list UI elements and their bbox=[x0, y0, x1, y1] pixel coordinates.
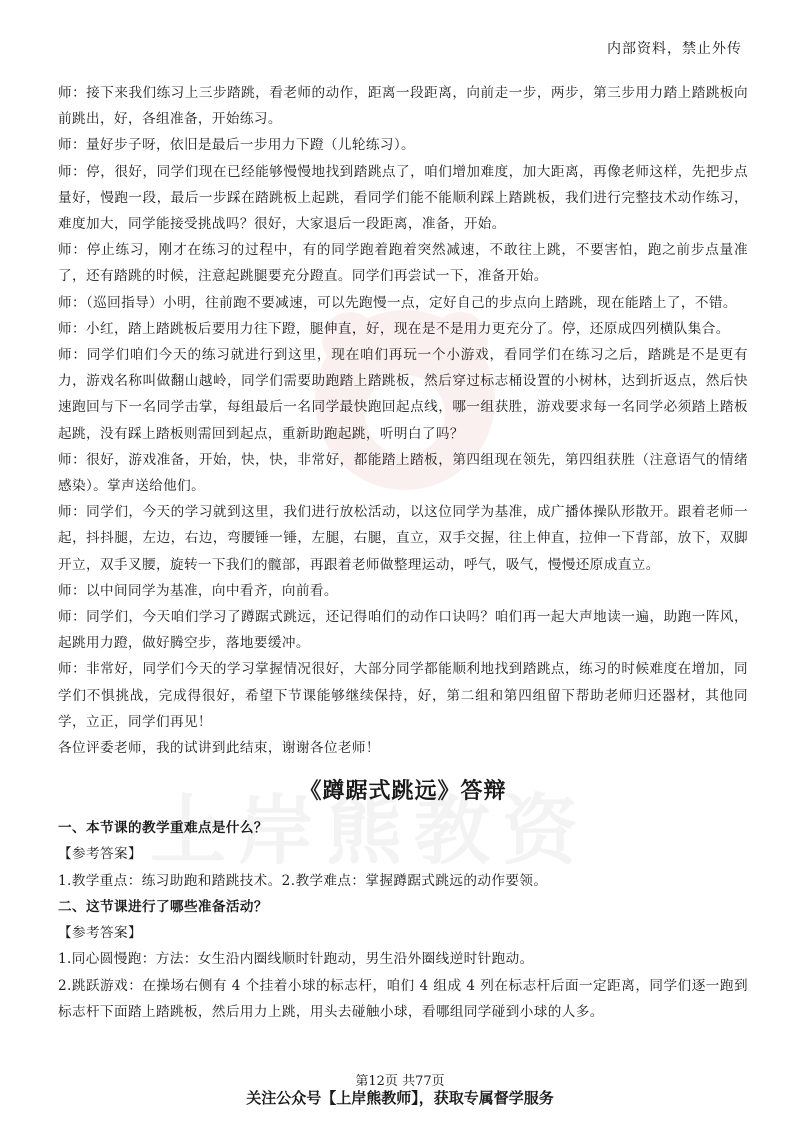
defense-section-title: 《蹲踞式跳远》答辩 bbox=[299, 778, 507, 805]
answer-1: 1.教学重点：练习助跑和踏跳技术。2.教学难点：掌握蹲踞式跳远的动作要领。 bbox=[58, 872, 548, 889]
answer-tag-2: 【参考答案】 bbox=[58, 925, 142, 942]
dialogue-paragraph: 师：接下来我们练习上三步踏跳，看老师的动作，距离一段距离，向前走一步，两步，第三步用力踏上踏跳板向前跳出，好，各组准备，开始练习。 bbox=[58, 85, 748, 128]
dialogue-paragraph: 师：（巡回指导）小明，往前跑不要减速，可以先跑慢一点，定好自己的步点向上踏跳，现在能踏上了，不错。 bbox=[58, 294, 737, 311]
page-number: 第12页 共77页 bbox=[355, 1074, 445, 1089]
closing-paragraph: 各位评委老师，我的试讲到此结束，谢谢各位老师！ bbox=[58, 740, 380, 757]
dialogue-paragraph: 师：非常好，同学们今天的学习掌握情况很好，大部分同学都能顺利地找到踏跳点，练习的时候难度在增加，同学们不惧挑战，完成得很好，希望下节课能够继续保持，好，第二组和第四组留下帮助老师归还器材，其他同学，立正，同学们再见！ bbox=[58, 661, 748, 730]
question-2: 二、这节课进行了哪些准备活动？ bbox=[58, 898, 268, 915]
footer-promo: 关注公众号【上岸熊教师】，获取专属督学服务 bbox=[246, 1089, 554, 1107]
dialogue-paragraph: 师：小红，踏上踏跳板后要用力往下蹬，腿伸直，好，现在是不是用力更充分了。停，还原成四列横队集合。 bbox=[58, 320, 730, 337]
dialogue-paragraph: 师：同学们，今天咱们学习了蹲踞式跳远，还记得咱们的动作口诀吗？咱们再一起大声地读一遍，助跑一阵风，起跳用力蹬，做好腾空步，落地要缓冲。 bbox=[58, 609, 748, 652]
dialogue-paragraph: 师：量好步子呀，依旧是最后一步用力下蹬（儿轮练习）。 bbox=[58, 137, 416, 154]
answer-tag-1: 【参考答案】 bbox=[58, 846, 142, 863]
answer-2-item-1: 1.同心圆慢跑：方法：女生沿内圈线顺时针跑动，男生沿外圈线逆时针跑动。 bbox=[58, 951, 534, 968]
document-body bbox=[58, 80, 748, 1025]
answer-2-item-2: 2.跳跃游戏：在操场右侧有 4 个挂着小球的标志杆，咱们 4 组成 4 列在标志杆后面一定距离，同学们逐一跑到标志杆下面踏上踏跳板，然后用力上跳，用头去碰触小球，看哪组同学碰到小球的人多。 bbox=[58, 977, 748, 1020]
dialogue-paragraph: 师：以中间同学为基准，向中看齐，向前看。 bbox=[58, 582, 338, 599]
dialogue-paragraph: 师：停，很好，同学们现在已经能够慢慢地找到踏跳点了，咱们增加难度，加大距离，再像老师这样，先把步点量好，慢跑一段，最后一步踩在踏跳板上起跳，看同学们能不能顺利踩上踏跳板，我们进行完整技术动作练习，难度加大，同学能接受挑战吗？很好，大家退后一段距离，准备，开始。 bbox=[58, 163, 748, 233]
question-1: 一、本节课的教学重难点是什么？ bbox=[58, 820, 268, 837]
dialogue-paragraph: 师：停止练习，刚才在练习的过程中，有的同学跑着跑着突然减速，不敢往上跳，不要害怕，跑之前步点量准了，还有踏跳的时候，注意起跳腿要充分蹬直。同学们再尝试一下，准备开始。 bbox=[58, 242, 748, 285]
dialogue-paragraph: 师：很好，游戏准备，开始，快，快，非常好，都能踏上踏板，第四组现在领先，第四组获胜（注意语气的情绪感染）。掌声送给他们。 bbox=[58, 451, 748, 495]
dialogue-paragraph: 师：同学们咱们今天的练习就进行到这里，现在咱们再玩一个小游戏，看同学们在练习之后，踏跳是不是更有力，游戏名称叫做翻山越岭，同学们需要助跑踏上踏跳板，然后穿过标志桶设置的小树林，达到折返点，然后快速跑回与下一名同学击掌，每组最后一名同学最快跑回起点线，哪一组获胜，游戏要求每一名同学必须踏上踏板起跳，没有踩上踏板则需回到起点，重新助跑起跳，听明白了吗？ bbox=[58, 347, 748, 442]
dialogue-paragraph: 师：同学们，今天的学习就到这里，我们进行放松活动，以这位同学为基准，成广播体操队形散开。跟着老师一起，抖抖腿，左边，右边，弯腰锤一锤，左腿，右腿，直立，双手交握，往上伸直，拉伸一下背部，放下，双脚开立，双手叉腰，旋转一下我们的髋部，再跟着老师做整理运动，呼气，吸气，慢慢还原成直立。 bbox=[58, 504, 748, 573]
confidential-note: 内部资料，禁止外传 bbox=[607, 41, 742, 57]
